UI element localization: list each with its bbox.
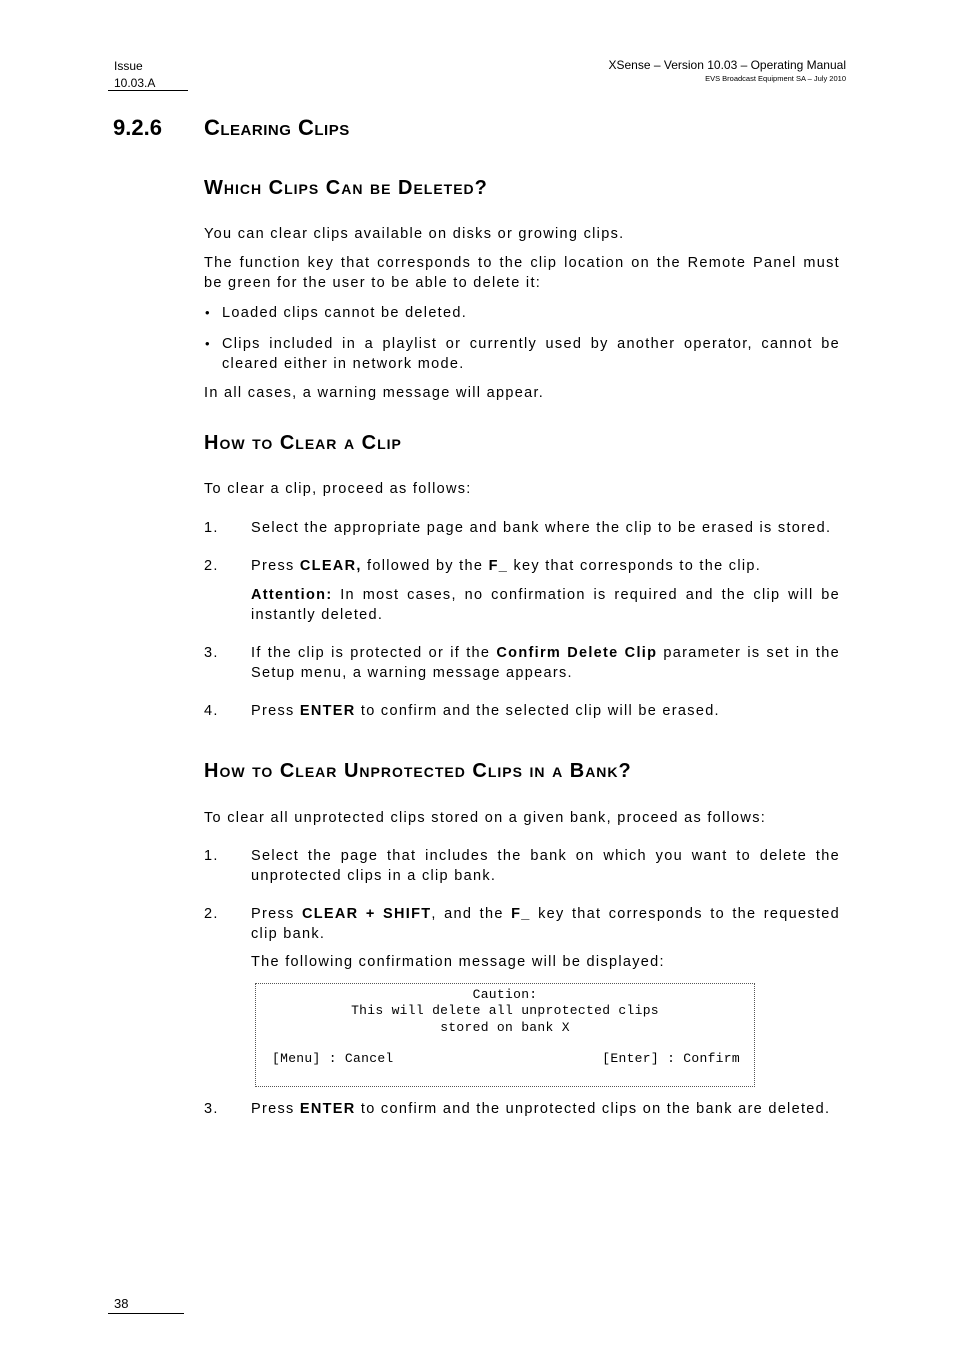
issue-label: Issue: [114, 59, 143, 73]
key-clear: CLEAR,: [299, 558, 362, 574]
paragraph: You can clear clips available on disks or growing clips.: [204, 226, 625, 242]
key-f: F_: [511, 906, 531, 922]
heading-clear-bank: How to Clear Unprotected Clips in a Bank?: [204, 760, 632, 782]
document-subtitle: EVS Broadcast Equipment SA – July 2010: [705, 74, 846, 83]
step-text: Press ENTER to confirm and the unprotected clips on the bank are deleted.: [251, 1101, 831, 1117]
menu-cancel-option: [Menu] : Cancel: [272, 1051, 394, 1066]
caution-line: This will delete all unprotected clips: [351, 1003, 659, 1018]
step-number: 2.: [204, 906, 219, 922]
step-text: If the clip is protected or if the Confirm Delete Clip parameter is set in the Setup menu, a warning message appears.: [251, 645, 840, 681]
step-text: Press CLEAR, followed by the F_ key that corresponds to the clip.: [251, 558, 762, 574]
step-number: 3.: [204, 1101, 219, 1117]
section-number: 9.2.6: [113, 115, 162, 140]
key-enter: ENTER: [299, 703, 356, 719]
step-number: 1.: [204, 520, 219, 536]
heading-clear-clip: How to Clear a Clip: [204, 432, 402, 454]
step-text: Select the appropriate page and bank where the clip to be erased is stored.: [251, 520, 832, 536]
section-title: Clearing Clips: [204, 115, 350, 140]
attention-note: Attention: In most cases, no confirmation is required and the clip will be instantly deleted.: [251, 587, 840, 623]
key-f: F_: [488, 558, 509, 574]
step-number: 2.: [204, 558, 219, 574]
heading-which-clips: Which Clips Can be Deleted?: [204, 177, 488, 199]
bullet-item: Loaded clips cannot be deleted.: [222, 305, 468, 321]
step-number: 3.: [204, 645, 219, 661]
step-text: Press CLEAR + SHIFT, and the F_ key that corresponds to the requested clip bank.: [251, 906, 840, 942]
attention-label: Attention:: [251, 587, 333, 603]
paragraph: The function key that corresponds to the clip location on the Remote Panel must be green for the user to be able to delete it:: [204, 255, 840, 291]
document-title: XSense – Version 10.03 – Operating Manual: [608, 58, 846, 72]
confirmation-message-box: [255, 983, 755, 1087]
paragraph: To clear all unprotected clips stored on a given bank, proceed as follows:: [204, 810, 767, 826]
key-clear-shift: CLEAR + SHIFT: [301, 906, 432, 922]
enter-confirm-option: [Enter] : Confirm: [602, 1051, 740, 1066]
step-text: Press ENTER to confirm and the selected clip will be erased.: [251, 703, 720, 719]
bullet-glyph: •: [205, 336, 210, 351]
step-number: 1.: [204, 848, 219, 864]
step-text: Select the page that includes the bank on which you want to delete the unprotected clips in a clip bank.: [251, 848, 840, 884]
paragraph: The following confirmation message will be displayed:: [251, 954, 665, 970]
document-header: [609, 58, 847, 84]
caution-line: stored on bank X: [440, 1020, 570, 1035]
paragraph: To clear a clip, proceed as follows:: [204, 481, 472, 497]
bullet-item: Clips included in a playlist or currently used by another operator, cannot be cleared either in network mode.: [222, 336, 840, 372]
caution-title: Caution:: [472, 987, 538, 1002]
param-confirm-delete: Confirm Delete Clip: [496, 645, 658, 661]
footer-rule: [108, 1313, 184, 1314]
paragraph: In all cases, a warning message will appear.: [204, 385, 545, 401]
key-enter: ENTER: [299, 1101, 356, 1117]
issue-block: [114, 58, 155, 92]
issue-number: 10.03.A: [114, 76, 156, 90]
step-number: 4.: [204, 703, 219, 719]
page-number: 38: [114, 1296, 129, 1311]
bullet-glyph: •: [205, 305, 210, 320]
header-rule: [108, 90, 188, 91]
